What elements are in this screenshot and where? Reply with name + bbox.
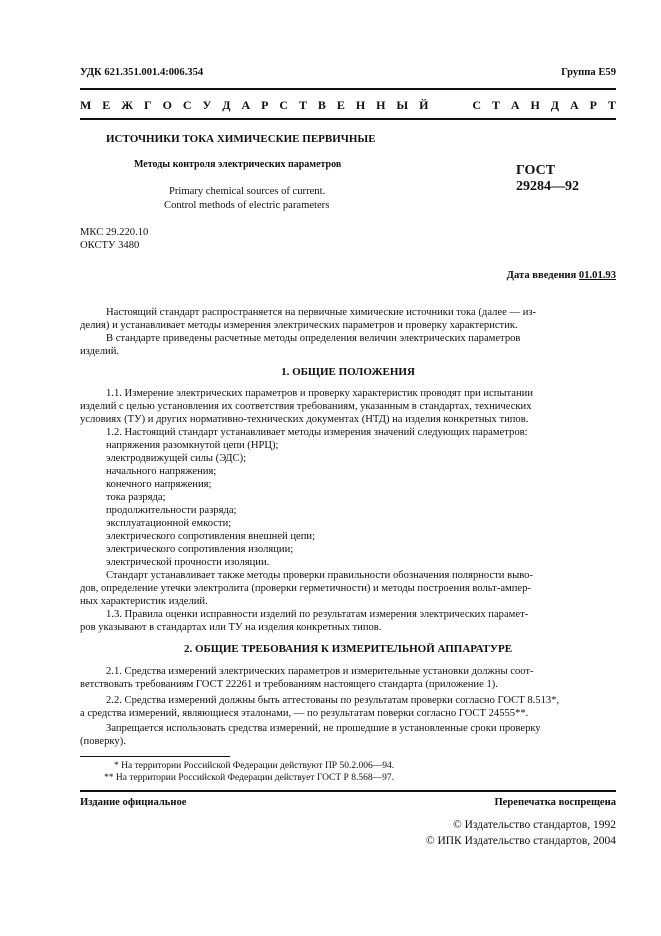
s2-p22b-line2: (поверку). (80, 736, 126, 747)
footnote-rule (80, 756, 230, 757)
title-main: ИСТОЧНИКИ ТОКА ХИМИЧЕСКИЕ ПЕРВИЧНЫЕ (106, 133, 376, 145)
param-list-item: тока разряда; (106, 492, 166, 503)
intro-p1-line1: Настоящий стандарт распространяется на первичные химические источники тока (далее — из- (106, 307, 537, 318)
banner-letter: А (241, 98, 251, 112)
param-list-item: конечного напряжения; (106, 479, 212, 490)
copyright-2004: © ИПК Издательство стандартов, 2004 (425, 835, 616, 847)
section2-heading: 2. ОБЩИЕ ТРЕБОВАНИЯ К ИЗМЕРИТЕЛЬНОЙ АППАРАТУРЕ (183, 643, 513, 655)
param-list-item: напряжения разомкнутой цепи (НРЦ); (106, 440, 279, 451)
s2-p22-line2: а средства измерений, являющиеся эталонами, — по результатам поверки согласно ГОСТ 24555**. (80, 708, 529, 719)
param-list-item: электродвижущей силы (ЭДС); (106, 453, 247, 464)
copyright-1992: © Издательство стандартов, 1992 (452, 819, 616, 831)
banner-letter: Н (355, 98, 366, 112)
s1-p12b-line2: дов, определение утечки электролита (проверки герметичности) и методы построения вольт-ампер- (80, 583, 531, 594)
param-list-item: электрического сопротивления внешней цепи; (106, 531, 316, 542)
s1-p11-line3: условиях (ТУ) и других нормативно-технических документах (НТД) на изделия конкретных типов. (80, 414, 529, 425)
gost-label: ГОСТ (516, 163, 556, 178)
banner-letter: Н (376, 98, 386, 112)
param-list-item: начального напряжения; (106, 466, 217, 477)
banner-letter: Й (419, 98, 429, 112)
s1-p12b-line1: Стандарт устанавливает также методы проверки правильности обозначения полярности выво- (106, 570, 534, 581)
header-top-rule (80, 88, 616, 90)
banner-letter: Т (491, 98, 500, 112)
banner-letter: Ж (121, 98, 134, 112)
s1-p12: 1.2. Настоящий стандарт устанавливает методы измерения значений следующих параметров: (106, 427, 528, 438)
s1-p12b-line3: ных характеристик изделий. (80, 596, 208, 607)
banner-letter: О (162, 98, 172, 112)
banner-letter: А (510, 98, 520, 112)
header-bottom-rule (80, 118, 616, 120)
param-list-item: эксплуатационной емкости; (106, 518, 232, 529)
banner-letter: Т (607, 98, 616, 112)
intro-p2-line2: изделий. (80, 346, 120, 357)
param-list-item: электрического сопротивления изоляции; (106, 544, 294, 555)
s2-p22b-line1: Запрещается использовать средства измерений, не прошедшие в установленные сроки проверку (106, 723, 541, 734)
banner-letter: Е (336, 98, 345, 112)
banner-letter: С (279, 98, 289, 112)
okstu-code: ОКСТУ 3480 (80, 240, 140, 251)
banner-letter: Г (144, 98, 152, 112)
banner-letter: С (472, 98, 481, 112)
s1-p13-line1: 1.3. Правила оценки исправности изделий по результатам измерения электрических парамет- (106, 609, 529, 620)
banner-letter: Е (102, 98, 111, 112)
title-english-line1: Primary chemical sources of current. (169, 186, 326, 197)
mks-code: МКС 29.220.10 (80, 227, 149, 238)
intro-p1-line2: делия) и устанавливает методы измерения электрических параметров и проверку характеристик. (80, 320, 518, 331)
s1-p13-line2: ров указывают в стандартах или ТУ на изделия конкретных типов. (80, 622, 382, 633)
banner-letter: В (317, 98, 326, 112)
banner-letter: Д (550, 98, 560, 112)
title-sub: Методы контроля электрических параметров (134, 159, 342, 170)
param-list-item: электрической прочности изоляции. (106, 557, 270, 568)
gost-number: 29284—92 (516, 179, 579, 194)
intro-date-value: 01.01.93 (578, 270, 616, 281)
reprint-prohibited: Перепечатка воспрещена (494, 797, 616, 808)
official-edition: Издание официальное (80, 797, 187, 808)
banner-letter: М (80, 98, 92, 112)
interstate-standard-banner (80, 97, 616, 113)
footnote-1: * На территории Российской Федерации действуют ПР 50.2.006—94. (114, 761, 395, 771)
banner-letter: Р (589, 98, 597, 112)
param-list-item: продолжительности разряда; (106, 505, 237, 516)
s1-p11-line1: 1.1. Измерение электрических параметров и проверку характеристик проводят при испытании (106, 388, 533, 399)
banner-letter: Д (222, 98, 231, 112)
banner-gap (439, 97, 461, 113)
group-code: Группа Е59 (561, 67, 616, 78)
banner-letter: С (182, 98, 192, 112)
s1-p11-line2: изделий с целью установления их соответствия требованиям, указанным в стандартах, технических (80, 401, 532, 412)
title-english-line2: Control methods of electric parameters (164, 200, 330, 211)
section1-heading: 1. ОБЩИЕ ПОЛОЖЕНИЯ (281, 366, 415, 378)
footer-rule (80, 790, 616, 792)
s2-p22-line1: 2.2. Средства измерений должны быть аттестованы по результатам проверки согласно ГОСТ 8.513*, (106, 695, 560, 706)
banner-letter: Т (298, 98, 307, 112)
banner-letter: Ы (396, 98, 409, 112)
banner-letter: Н (530, 98, 540, 112)
banner-letter: У (202, 98, 212, 112)
s2-p21-line1: 2.1. Средства измерений электрических параметров и измерительные установки должны соот- (106, 666, 534, 677)
intro-date-label: Дата введения (506, 270, 579, 281)
footnote-2: ** На территории Российской Федерации действует ГОСТ Р 8.568—97. (104, 773, 394, 783)
banner-letter: А (569, 98, 579, 112)
intro-p2-line1: В стандарте приведены расчетные методы определения величин электрических параметров (106, 333, 521, 344)
banner-letter: Р (261, 98, 269, 112)
udk-code: УДК 621.351.001.4:006.354 (80, 67, 204, 78)
intro-date (507, 269, 616, 282)
s2-p21-line2: ветствовать требованиям ГОСТ 22261 и требованиям настоящего стандарта (приложение 1). (80, 679, 498, 690)
